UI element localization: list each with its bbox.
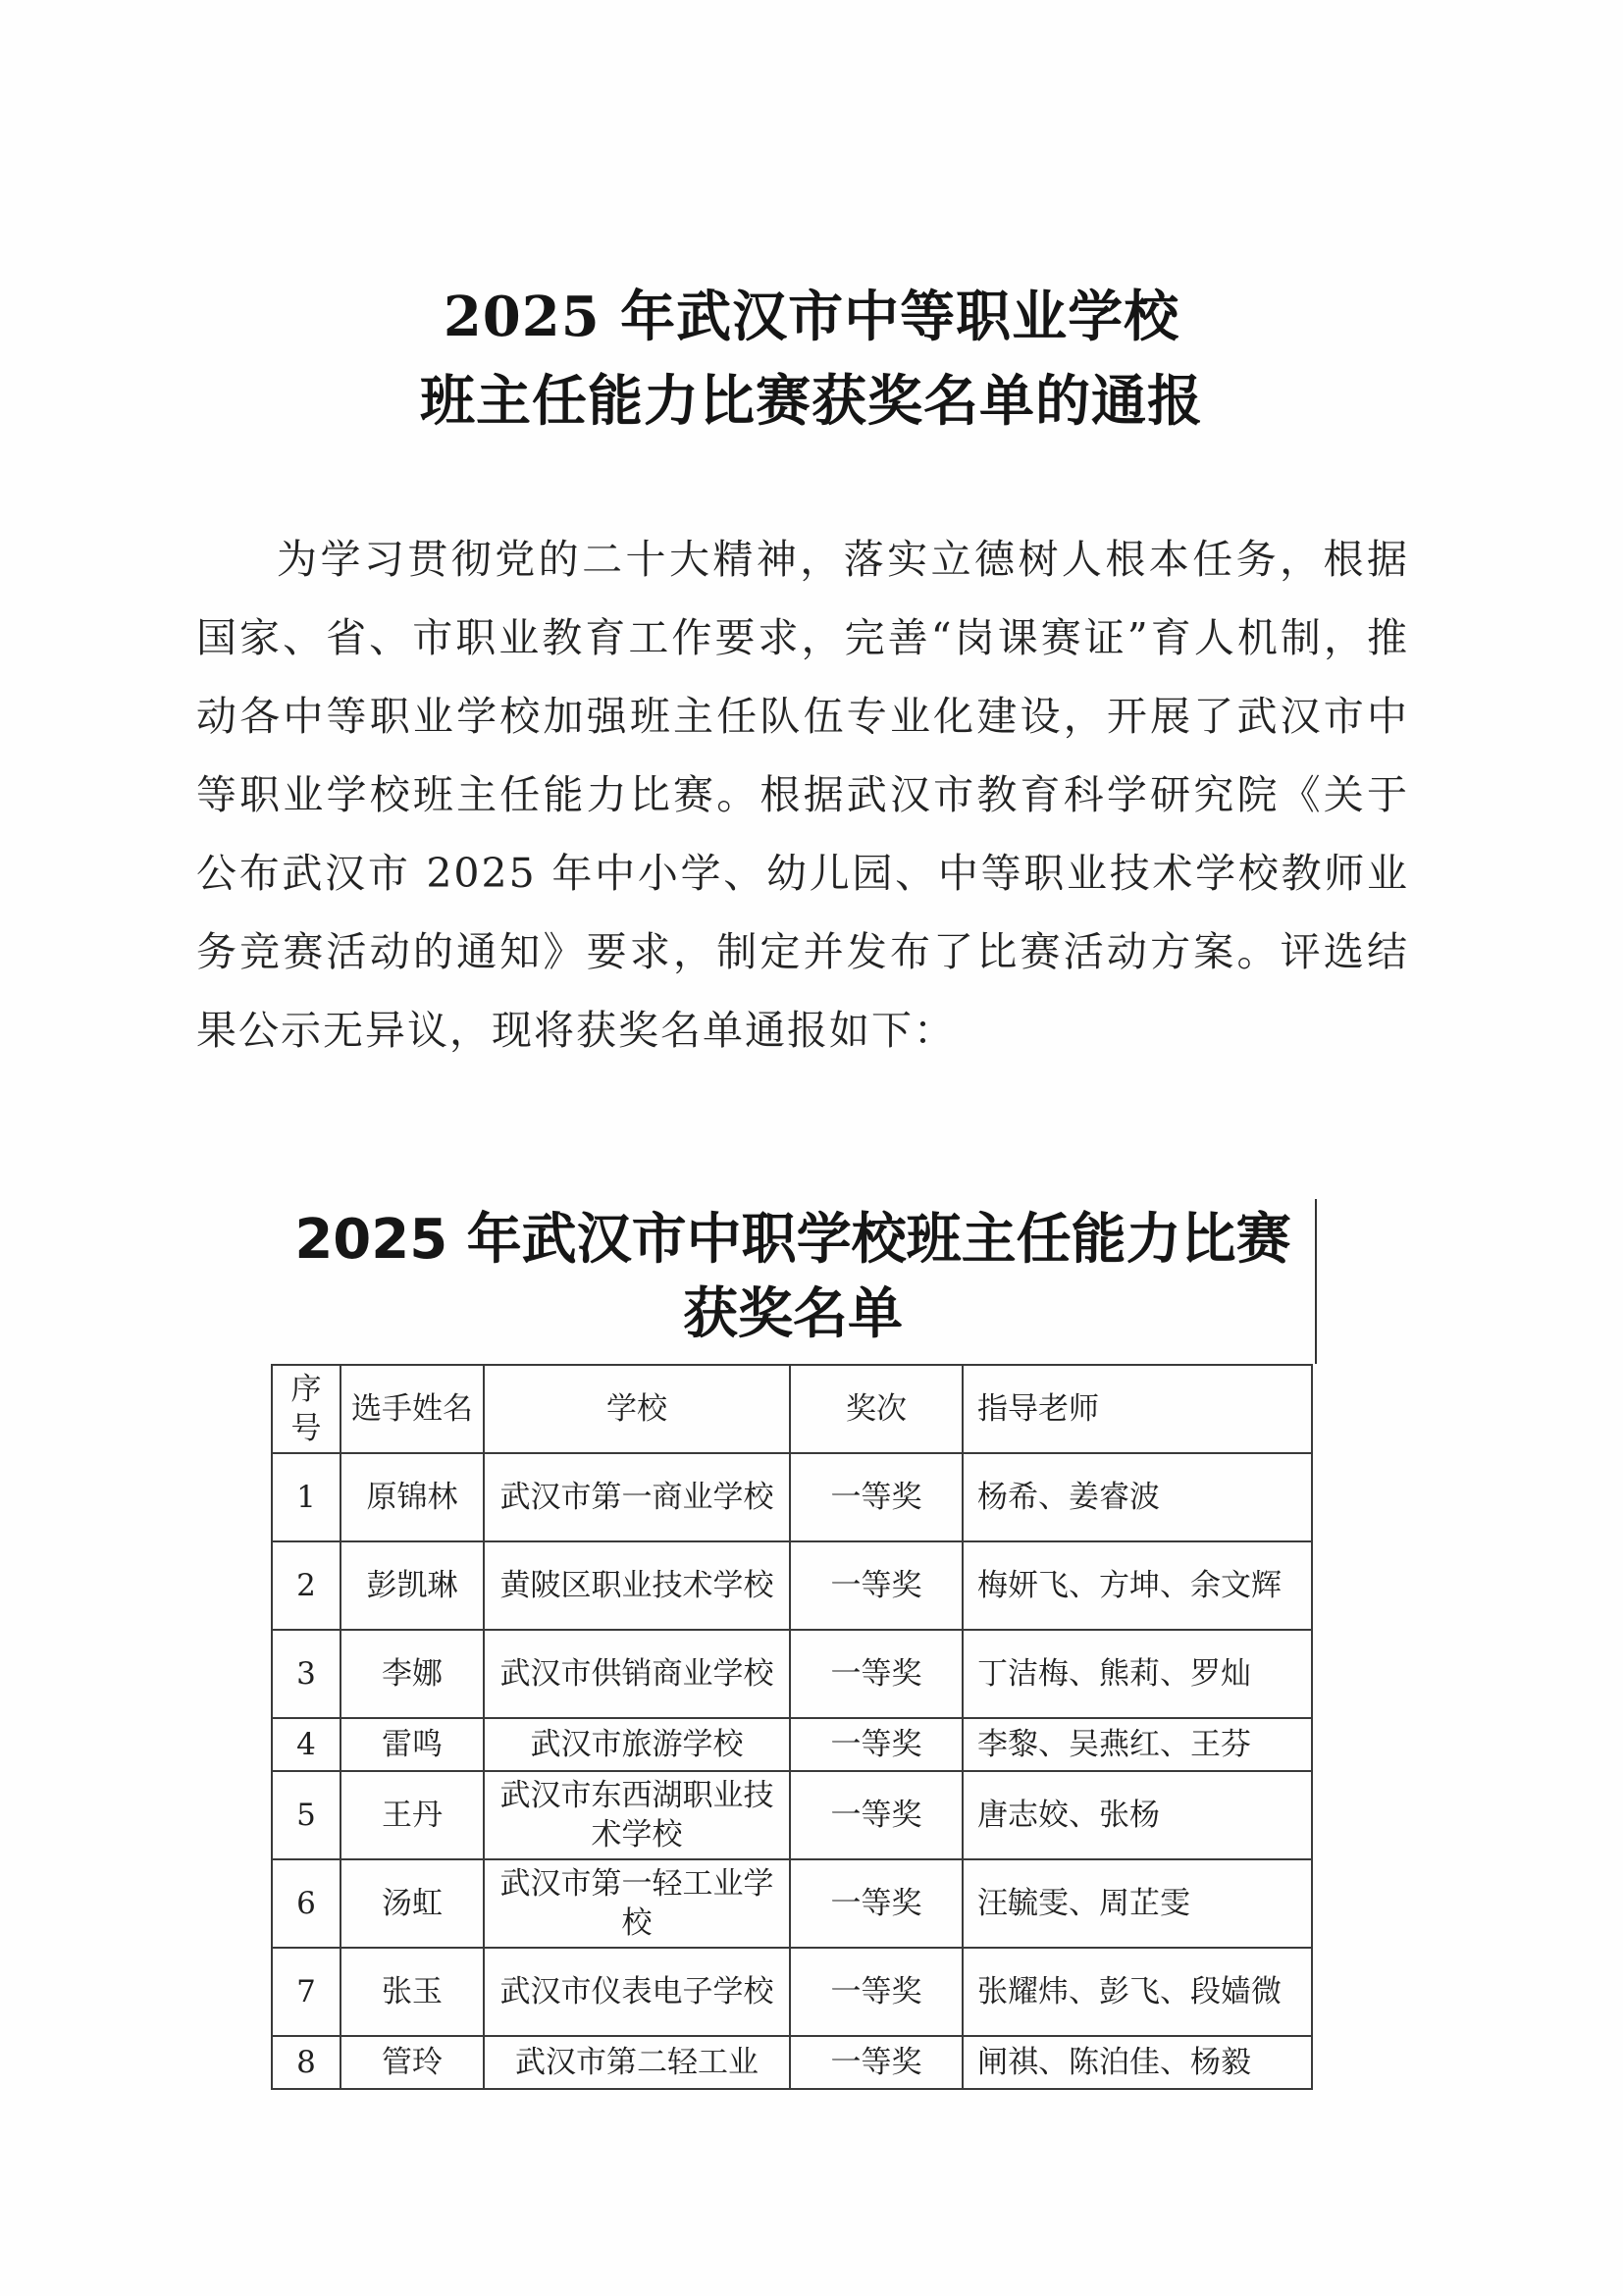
cell-name: 张玉	[340, 1948, 484, 2036]
cell-teacher: 闸祺、陈泊佳、杨毅	[963, 2036, 1312, 2089]
cell-school: 武汉市第二轻工业	[484, 2036, 790, 2089]
table-row	[272, 1771, 1312, 1859]
table-row	[272, 2036, 1312, 2089]
cell-school: 武汉市东西湖职业技术学校	[484, 1771, 790, 1859]
cell-name: 王丹	[340, 1771, 484, 1859]
awards-table	[271, 1364, 1313, 2090]
table-row	[272, 1718, 1312, 1771]
header-teacher: 指导老师	[963, 1365, 1312, 1453]
cell-no: 7	[272, 1948, 340, 2036]
cell-award: 一等奖	[790, 1541, 963, 1630]
cell-teacher: 丁洁梅、熊莉、罗灿	[963, 1630, 1312, 1718]
cell-school: 武汉市供销商业学校	[484, 1630, 790, 1718]
cell-award: 一等奖	[790, 1630, 963, 1718]
cell-teacher: 汪毓雯、周芷雯	[963, 1859, 1312, 1948]
header-award: 奖次	[790, 1365, 963, 1453]
table-row	[272, 1541, 1312, 1630]
cell-no: 8	[272, 2036, 340, 2089]
header-school: 学校	[484, 1365, 790, 1453]
cell-name: 汤虹	[340, 1859, 484, 1948]
table-row	[272, 1630, 1312, 1718]
cell-teacher: 李黎、吴燕红、王芬	[963, 1718, 1312, 1771]
cell-school: 黄陂区职业技术学校	[484, 1541, 790, 1630]
cell-no: 5	[272, 1771, 340, 1859]
cell-award: 一等奖	[790, 1948, 963, 2036]
cell-name: 管玲	[340, 2036, 484, 2089]
cell-name: 李娜	[340, 1630, 484, 1718]
cell-no: 4	[272, 1718, 340, 1771]
table-row	[272, 1859, 1312, 1948]
table-row	[272, 1453, 1312, 1541]
cell-school: 武汉市第一商业学校	[484, 1453, 790, 1541]
cell-award: 一等奖	[790, 1453, 963, 1541]
cell-teacher: 杨希、姜睿波	[963, 1453, 1312, 1541]
table-title: 2025 年武汉市中职学校班主任能力比赛获奖名单	[271, 1199, 1317, 1364]
cell-award: 一等奖	[790, 1718, 963, 1771]
table-header-row	[272, 1365, 1312, 1453]
cell-school: 武汉市旅游学校	[484, 1718, 790, 1771]
header-name: 选手姓名	[340, 1365, 484, 1453]
cell-teacher: 唐志姣、张杨	[963, 1771, 1312, 1859]
cell-award: 一等奖	[790, 1859, 963, 1948]
cell-award: 一等奖	[790, 1771, 963, 1859]
cell-name: 彭凯琳	[340, 1541, 484, 1630]
cell-award: 一等奖	[790, 2036, 963, 2089]
document-title-line-2: 班主任能力比赛获奖名单的通报	[420, 369, 1203, 434]
cell-no: 6	[272, 1859, 340, 1948]
cell-school: 武汉市仪表电子学校	[484, 1948, 790, 2036]
header-no: 序号	[272, 1365, 340, 1453]
table-row	[272, 1948, 1312, 2036]
cell-name: 原锦林	[340, 1453, 484, 1541]
cell-school: 武汉市第一轻工业学校	[484, 1859, 790, 1948]
cell-teacher: 梅妍飞、方坤、余文辉	[963, 1541, 1312, 1630]
cell-no: 2	[272, 1541, 340, 1630]
intro-paragraph: 为学习贯彻党的二十大精神，落实立德树人根本任务，根据国家、省、市职业教育工作要求，完善“岗课赛证”育人机制，推动各中等职业学校加强班主任队伍专业化建设，开展了武汉市中等职业学校班主任能力比赛。根据武汉市教育科学研究院《关于公布武汉市 2025 年中小学、幼儿园、中等职业技术学校教师业务竞赛活动的通知》要求，制定并发布了比赛活动方案。评选结果公示无异议，现将获奖名单通报如下：	[196, 536, 1409, 1054]
cell-teacher: 张耀炜、彭飞、段嫱微	[963, 1948, 1312, 2036]
document-title-line-1: 2025 年武汉市中等职业学校	[443, 285, 1180, 349]
cell-name: 雷鸣	[340, 1718, 484, 1771]
cell-no: 3	[272, 1630, 340, 1718]
cell-no: 1	[272, 1453, 340, 1541]
